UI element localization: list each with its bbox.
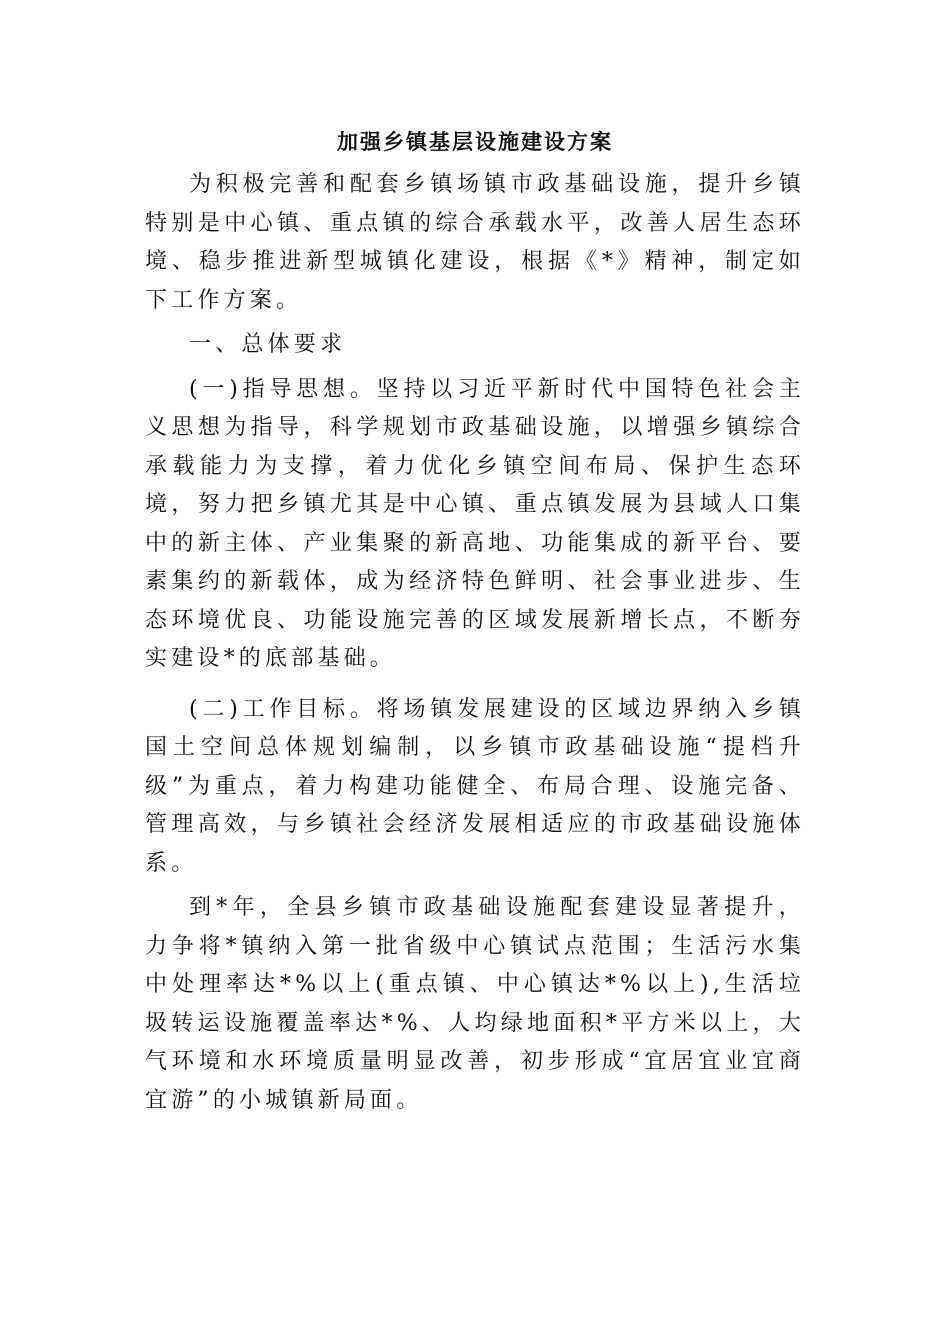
target-year-paragraph: 到*年，全县乡镇市政基础设施配套建设显著提升，力争将*镇纳入第一批省级中心镇试点范围；生活污水集中处理率达*%以上(重点镇、中心镇达*%以上),生活垃圾转运设施覆盖率达*%、人均绿地面积*平方米以上，大气环境和水环境质量明显改善，初步形成“宜居宜业宜商宜游”的小城镇新局面。: [145, 895, 805, 1113]
section-heading-overall-requirements: 一、总体要求: [189, 332, 347, 357]
work-goals-paragraph: (二)工作目标。将场镇发展建设的区域边界纳入乡镇国土空间总体规划编制，以乡镇市政基础设施“提档升级”为重点，着力构建功能健全、布局合理、设施完备、管理高效，与乡镇社会经济发展相适应的市政基础设施体系。: [145, 696, 805, 876]
guiding-ideology-paragraph: (一)指导思想。坚持以习近平新时代中国特色社会主义思想为指导，科学规划市政基础设施，以增强乡镇综合承载能力为支撑，着力优化乡镇空间布局、保护生态环境，努力把乡镇尤其是中心镇、重点镇发展为县域人口集中的新主体、产业集聚的新高地、功能集成的新平台、要素集约的新载体，成为经济特色鲜明、社会事业进步、生态环境优良、功能设施完善的区域发展新增长点，不断夯实建设*的底部基础。: [145, 376, 805, 671]
document-title: 加强乡镇基层设施建设方案: [337, 129, 613, 154]
document-page: [145, 118, 805, 1120]
intro-paragraph: 为积极完善和配套乡镇场镇市政基础设施，提升乡镇特别是中心镇、重点镇的综合承载水平，改善人居生态环境、稳步推进新型城镇化建设，根据《*》精神，制定如下工作方案。: [145, 172, 805, 313]
